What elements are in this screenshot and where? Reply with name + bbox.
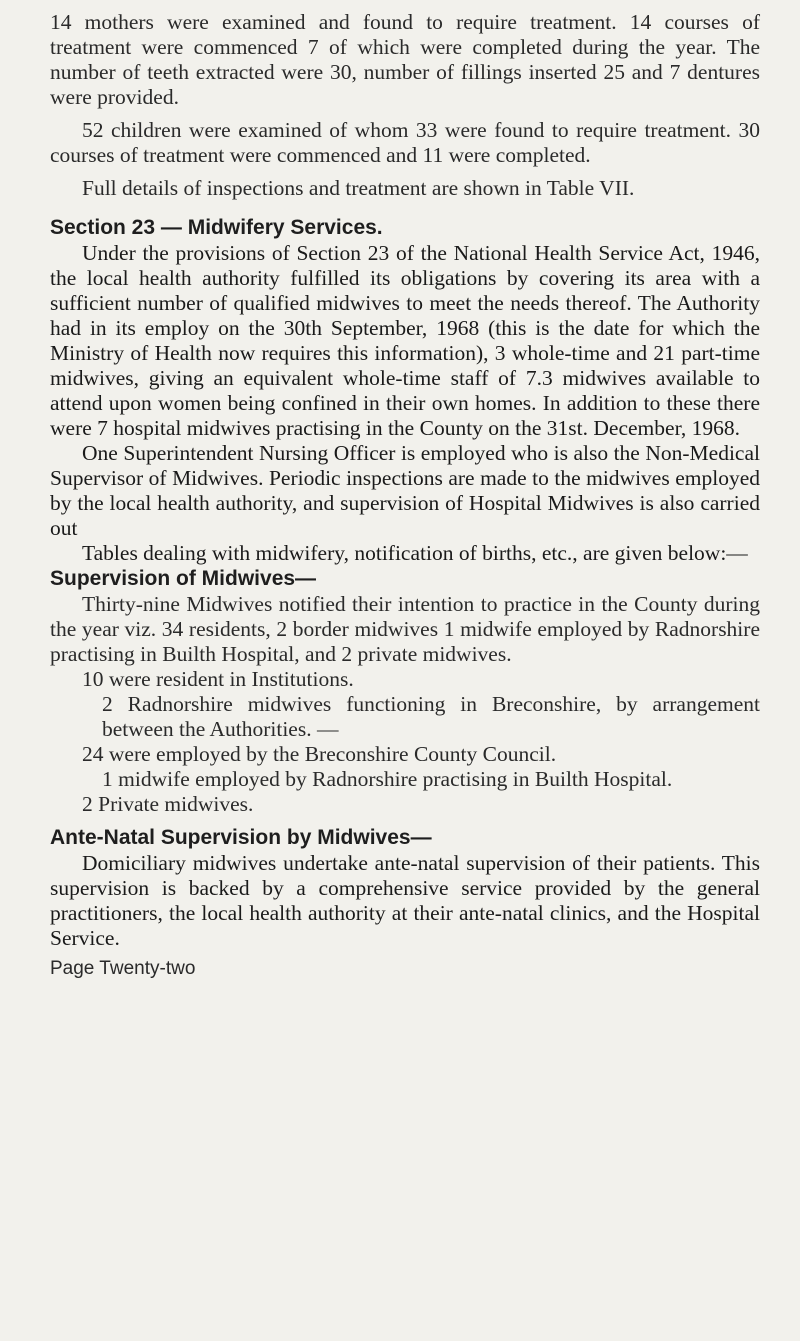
supervision-list: [50, 667, 760, 817]
section-23-heading: Section 23 — Midwifery Services.: [50, 216, 383, 239]
page-number-label: Page Twenty-two: [50, 958, 196, 979]
intro-paragraph-table-reference: Full details of inspections and treatment are shown in Table VII.: [82, 176, 635, 200]
supervision-list-item: 1 midwife employed by Radnorshire practising in Builth Hospital.: [102, 767, 673, 791]
section-23-paragraph-provisions: Under the provisions of Section 23 of the National Health Service Act, 1946, the local health authority fulfilled its obligations by covering its area with a sufficient number of qualified midwives to meet the needs thereof. The Authority had in its employ on the 30th September, 1968 (this is the date for which the Ministry of Health now requires this information), 3 whole-time and 21 part-time midwives, giving an equivalent whole-time staff of 7.3 midwives available to attend upon women being confined in their own homes. In addition to these there were 7 hospital midwives practising in the County on the 31st. December, 1968.: [50, 241, 760, 440]
intro-paragraph-children: 52 children were examined of whom 33 were found to require treatment. 30 courses of treatment were commenced and 11 were completed.: [50, 118, 760, 167]
supervision-paragraph-notified: Thirty-nine Midwives notified their intention to practice in the County during the year viz. 34 residents, 2 border midwives 1 midwife employed by Radnorshire practising in Builth Hospital, and 2 private midwives.: [50, 592, 760, 666]
supervision-heading: Supervision of Midwives—: [50, 567, 317, 590]
antenatal-heading: Ante-Natal Supervision by Midwives—: [50, 826, 432, 849]
section-23-paragraph-tables: Tables dealing with midwifery, notification of births, etc., are given below:—: [82, 541, 748, 565]
section-23-paragraph-superintendent: One Superintendent Nursing Officer is employed who is also the Non-Medical Supervisor of Midwives. Periodic inspections are made to the midwives employed by the local health authority, and supervision of Hospital Midwives is also carried out: [50, 441, 760, 540]
supervision-list-item: 2 Radnorshire midwives functioning in Breconshire, by arrangement between the Authorities. —: [102, 692, 760, 741]
supervision-list-item: 24 were employed by the Breconshire County Council.: [82, 742, 557, 766]
supervision-list-item: 2 Private midwives.: [82, 792, 254, 816]
antenatal-paragraph: Domiciliary midwives undertake ante-natal supervision of their patients. This supervision is backed by a comprehensive service provided by the general practitioners, the local health authority at their ante-natal clinics, and the Hospital Service.: [50, 851, 760, 950]
supervision-list-item: 10 were resident in Institutions.: [82, 667, 354, 691]
intro-paragraph-mothers: 14 mothers were examined and found to require treatment. 14 courses of treatment were commenced 7 of which were completed during the year. The number of teeth extracted were 30, number of fillings inserted 25 and 7 dentures were provided.: [50, 10, 760, 109]
